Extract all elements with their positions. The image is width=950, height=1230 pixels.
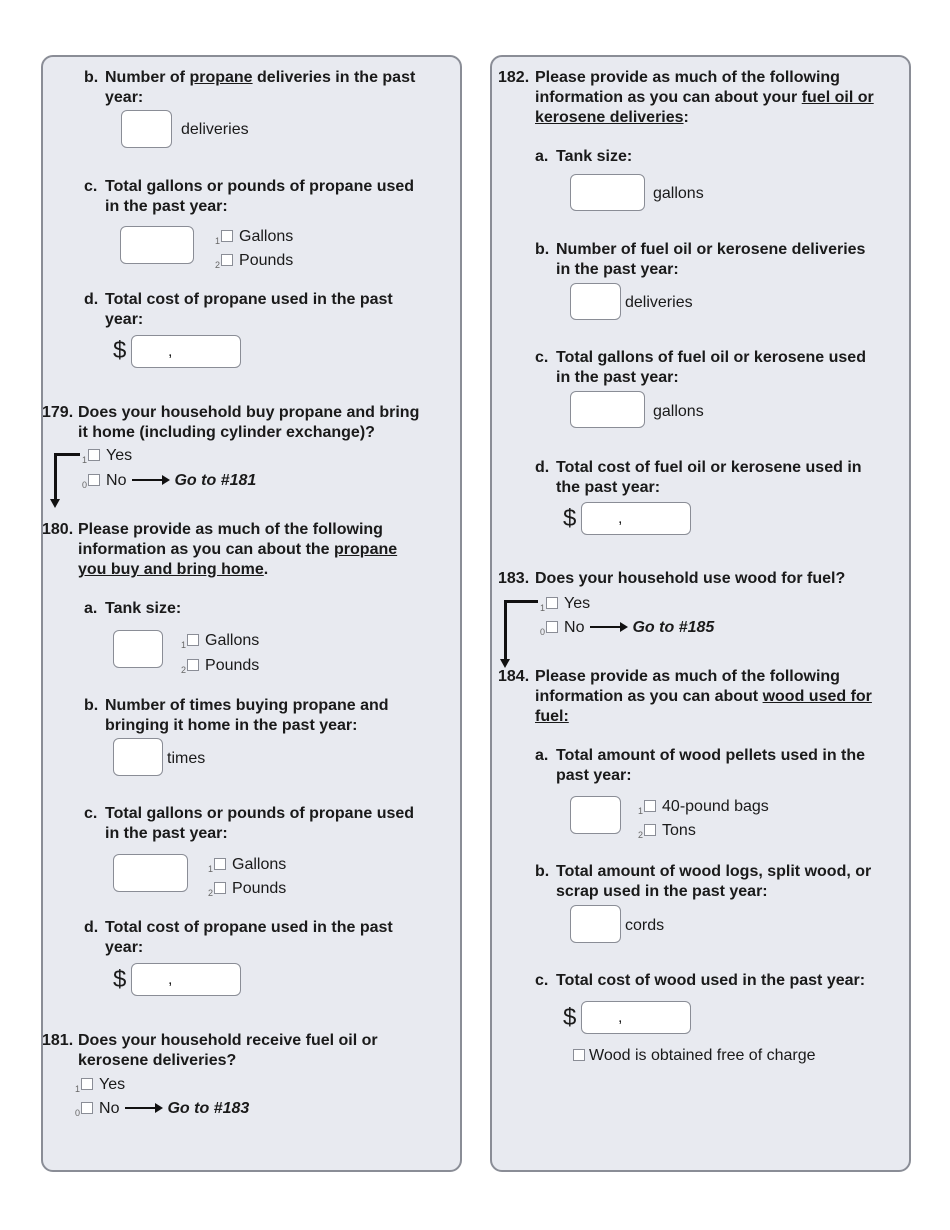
q178c-label: c. — [84, 178, 98, 195]
propane-cost-input[interactable] — [131, 335, 241, 368]
q179-yes-option[interactable]: 1 Yes — [82, 447, 133, 465]
checkbox-icon[interactable] — [187, 659, 199, 671]
checkbox-icon[interactable] — [214, 882, 226, 894]
checkbox-icon[interactable] — [187, 634, 199, 646]
arrow-right-icon — [125, 1107, 161, 1109]
q180d-label: d. — [84, 919, 99, 936]
q179-no-option[interactable]: 0 No Go to #181 — [82, 472, 257, 490]
q182-question: Please provide as much of the following information as you can about your fuel oil or kerosene deliveries: — [535, 69, 874, 126]
propane-amount-input[interactable] — [120, 226, 194, 264]
cords-unit-label: cords — [625, 917, 665, 934]
skip-bracket-line — [504, 600, 507, 660]
q183-yes-option[interactable]: 1 Yes — [540, 595, 591, 613]
q178b-label: b. — [84, 69, 99, 86]
q180c-label: c. — [84, 805, 98, 822]
q178d-label: d. — [84, 291, 99, 308]
q184-question: Please provide as much of the following information as you can about wood used for fuel: — [535, 668, 872, 725]
tank-pounds-option[interactable]: 2 Pounds — [181, 657, 260, 675]
q178b-question: Number of propane deliveries in the past year: — [105, 69, 416, 106]
dollar-sign: $ — [563, 1004, 577, 1031]
arrow-right-icon — [132, 479, 168, 481]
q182b-question: Number of fuel oil or kerosene deliveries in the past year: — [556, 241, 866, 278]
q178d-question: Total cost of propane used in the past year: — [105, 291, 393, 328]
q181-yes-option[interactable]: 1 Yes — [75, 1076, 126, 1094]
bought-gallons-option[interactable]: 1 Gallons — [208, 856, 287, 874]
q178c-question: Total gallons or pounds of propane used in the past year: — [105, 178, 415, 215]
skip-arrow-icon — [50, 499, 60, 508]
q182a-label: a. — [535, 148, 549, 165]
q180a-label: a. — [84, 600, 98, 617]
bought-pounds-option[interactable]: 2 Pounds — [208, 880, 287, 898]
oil-tank-size-input[interactable] — [570, 174, 645, 211]
propane-deliveries-input[interactable] — [121, 110, 172, 148]
skip-bracket — [54, 453, 80, 456]
checkbox-icon[interactable] — [644, 824, 656, 836]
bags-option[interactable]: 1 40-pound bags — [638, 798, 769, 816]
q184c-question: Total cost of wood used in the past year: — [556, 972, 866, 989]
q180b-label: b. — [84, 697, 99, 714]
wood-free-option[interactable]: Wood is obtained free of charge — [573, 1046, 816, 1066]
skip-bracket-line — [54, 453, 57, 500]
times-unit-label: times — [167, 750, 206, 767]
bought-propane-cost-input[interactable] — [131, 963, 241, 996]
gallons-option[interactable]: 1 Gallons — [215, 228, 294, 246]
q179-number: 179. — [42, 404, 74, 421]
gallons-unit-label: gallons — [653, 185, 704, 202]
q183-number: 183. — [498, 570, 530, 587]
q180d-question: Total cost of propane used in the past year: — [105, 919, 393, 956]
q181-question: Does your household receive fuel oil or kerosene deliveries? — [78, 1032, 378, 1069]
gallons-unit-label: gallons — [653, 403, 704, 420]
q183-no-option[interactable]: 0 No Go to #185 — [540, 619, 715, 637]
checkbox-icon[interactable] — [221, 230, 233, 242]
checkbox-icon[interactable] — [214, 858, 226, 870]
q184b-question: Total amount of wood logs, split wood, or scrap used in the past year: — [556, 863, 872, 900]
wood-cost-input[interactable] — [581, 1001, 691, 1034]
comma-separator: , — [168, 971, 173, 988]
oil-gallons-input[interactable] — [570, 391, 645, 428]
q180-question: Please provide as much of the following information as you can about the propane you buy and bring home. — [78, 521, 398, 578]
q184-number: 184. — [498, 668, 530, 685]
dollar-sign: $ — [563, 505, 577, 532]
checkbox-icon[interactable] — [81, 1102, 93, 1114]
checkbox-icon[interactable] — [88, 474, 100, 486]
checkbox-icon[interactable] — [573, 1049, 585, 1061]
skip-bracket — [504, 600, 538, 603]
q182a-question: Tank size: — [556, 148, 633, 165]
deliveries-unit-label: deliveries — [625, 294, 693, 311]
checkbox-icon[interactable] — [81, 1078, 93, 1090]
tank-size-input[interactable] — [113, 630, 163, 668]
checkbox-icon[interactable] — [644, 800, 656, 812]
checkbox-icon[interactable] — [88, 449, 100, 461]
comma-separator: , — [168, 343, 173, 360]
q180-number: 180. — [42, 521, 74, 538]
q181-no-option[interactable]: 0 No Go to #183 — [75, 1100, 250, 1118]
oil-deliveries-input[interactable] — [570, 283, 621, 320]
q182b-label: b. — [535, 241, 550, 258]
q180c-question: Total gallons or pounds of propane used in the past year: — [105, 805, 415, 842]
q180a-question: Tank size: — [105, 600, 182, 617]
q182d-label: d. — [535, 459, 550, 476]
q182c-label: c. — [535, 349, 549, 366]
q183-question: Does your household use wood for fuel? — [535, 570, 846, 587]
tons-option[interactable]: 2 Tons — [638, 822, 696, 840]
q184a-question: Total amount of wood pellets used in the past year: — [556, 747, 866, 784]
checkbox-icon[interactable] — [221, 254, 233, 266]
q180b-question: Number of times buying propane and bringing it home in the past year: — [105, 697, 389, 734]
bought-propane-amount-input[interactable] — [113, 854, 188, 892]
deliveries-unit-label: deliveries — [181, 121, 249, 138]
wood-cords-input[interactable] — [570, 905, 621, 943]
dollar-sign: $ — [113, 337, 127, 364]
q182c-question: Total gallons of fuel oil or kerosene used in the past year: — [556, 349, 866, 386]
q184b-label: b. — [535, 863, 550, 880]
checkbox-icon[interactable] — [546, 597, 558, 609]
q184a-label: a. — [535, 747, 549, 764]
wood-pellets-input[interactable] — [570, 796, 621, 834]
comma-separator: , — [618, 510, 623, 527]
q182-number: 182. — [498, 69, 530, 86]
dollar-sign: $ — [113, 966, 127, 993]
q181-number: 181. — [42, 1032, 74, 1049]
arrow-right-icon — [590, 626, 626, 628]
q179-question: Does your household buy propane and bring it home (including cylinder exchange)? — [78, 404, 420, 441]
tank-gallons-option[interactable]: 1 Gallons — [181, 632, 260, 650]
q182d-question: Total cost of fuel oil or kerosene used in the past year: — [556, 459, 862, 496]
times-input[interactable] — [113, 738, 163, 776]
oil-cost-input[interactable] — [581, 502, 691, 535]
checkbox-icon[interactable] — [546, 621, 558, 633]
q184c-label: c. — [535, 972, 549, 989]
comma-separator: , — [618, 1009, 623, 1026]
pounds-option[interactable]: 2 Pounds — [215, 252, 294, 270]
